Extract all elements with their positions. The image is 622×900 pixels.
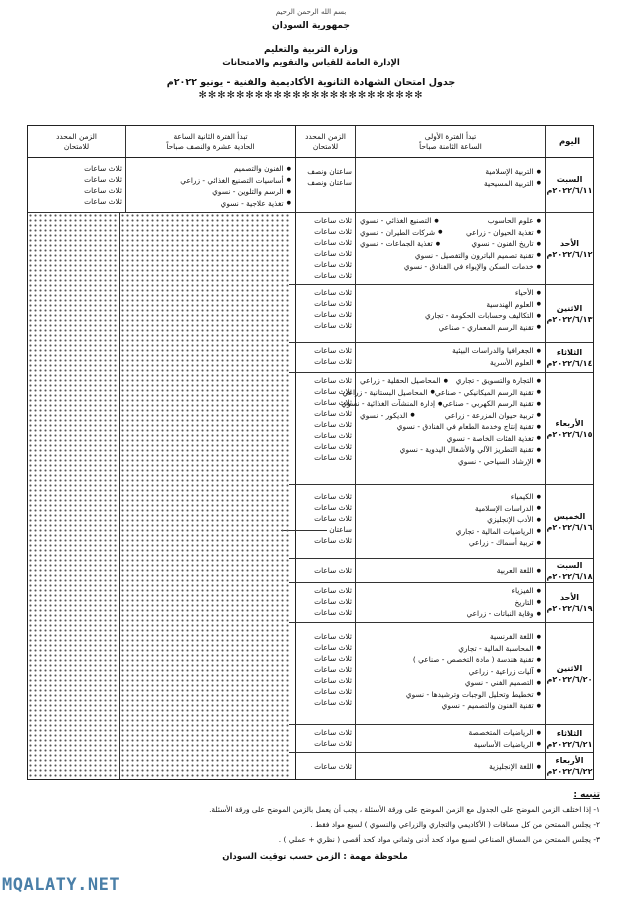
day-name: الاثنين xyxy=(556,303,583,313)
table-row xyxy=(289,485,593,559)
day-date: ٢٠٢٢/٦/٢٠م xyxy=(546,674,593,684)
duration: ثلاث ساعات xyxy=(84,164,122,173)
duration: ساعتان ونصف xyxy=(307,178,352,187)
subject: ● التربية المسيحية xyxy=(360,178,541,190)
rows-main xyxy=(289,213,593,779)
table-row xyxy=(289,583,593,623)
dotted-fill xyxy=(119,213,289,779)
note-item: ٣- يجلس الممتحن من المساق الصناعي لسبع مواد كحد أدنى وثماني مواد كحد أقصى ( نظري + عملي ) . xyxy=(278,835,600,844)
notes-section xyxy=(30,788,600,865)
day-cell xyxy=(545,373,593,484)
time-1-cell: ثلاث ساعات xyxy=(295,559,355,582)
day-name: الأربعاء xyxy=(555,756,584,765)
day-name: الاثنين xyxy=(556,663,583,673)
day-name: الثلاثاء xyxy=(556,347,583,357)
subject: ● الرسم والتلوين - نسوي xyxy=(130,186,291,198)
day-cell xyxy=(545,485,593,558)
dotted-fill xyxy=(28,213,119,779)
day-cell xyxy=(545,158,593,212)
session-1-cell: ● الرياضيات المتخصصة ● الرياضيات الأساسية xyxy=(355,725,545,752)
subject-pair: ● تاريخ الفنون - نسوي ● تغذية الجماعات - نسوي xyxy=(360,238,541,250)
ministry-name: وزارة التربية والتعليم xyxy=(263,45,359,55)
day-name: الأربعاء xyxy=(555,418,584,428)
day-cell xyxy=(545,753,593,779)
day-name: الأحد xyxy=(559,238,580,248)
session-1-cell xyxy=(355,213,545,284)
subject: ● تغذية علاجية - نسوي xyxy=(130,198,291,210)
time-1-cell: ثلاث ساعات ثلاث ساعات ثلاث ساعات ثلاث ساعات ثلاث ساعات ثلاث ساعات ثلاث ساعات xyxy=(295,623,355,724)
directorate-name: الإدارة العامة للقياس والتقويم والامتحانات xyxy=(222,58,400,68)
day-cell xyxy=(545,725,593,752)
duration: ثلاث ساعات xyxy=(84,197,122,206)
duration: ثلاث ساعات xyxy=(84,186,122,195)
day-cell xyxy=(545,343,593,372)
day-cell xyxy=(545,623,593,724)
subject: ● خدمات السكن والإيواء في الفنادق - نسوي xyxy=(360,261,541,273)
header-time-1: الزمن المحدد للامتحان xyxy=(295,126,355,157)
header-session-1: تبدأ الفترة الأولى الساعة الثامنة صباحاً xyxy=(355,126,545,157)
session-1-cell: ● اللغة الإنجليزية xyxy=(355,753,545,779)
time-1-cell: ثلاث ساعات ثلاث ساعات xyxy=(295,725,355,752)
subject-pair: ● تغذية الحيوان - زراعي ● شركات الطيران - نسوي xyxy=(360,227,541,239)
schedule-title: جدول امتحان الشهادة الثانوية الأكاديمية والفنية - يونيو ٢٠٢٢م xyxy=(166,77,456,88)
day-name: الثلاثاء xyxy=(556,728,583,738)
subject-pair: ● تقنية الرسم الكهربي - صناعي ● إدارة المنشآت الغذائية - نسوي xyxy=(360,398,541,410)
day-cell xyxy=(545,583,593,622)
table-row xyxy=(289,213,593,285)
table-row xyxy=(289,753,593,779)
day-date: ٢٠٢٢/٦/١٨م xyxy=(546,571,593,581)
session-1-cell: ● الفيزياء ● التاريخ ● وقاية النباتات - زراعي xyxy=(355,583,545,622)
time-1-cell: ثلاث ساعات ثلاث ساعات ثلاث ساعات ساعتان ثلاث ساعات xyxy=(295,485,355,558)
rows-group xyxy=(28,213,593,779)
document-header xyxy=(0,6,622,102)
day-date: ٢٠٢٢/٦/٢١م xyxy=(546,739,593,749)
table-row xyxy=(289,725,593,753)
day-cell xyxy=(545,285,593,342)
notes-title: تنبيه : xyxy=(573,790,600,800)
day-name: الأحد xyxy=(559,592,580,602)
table-row xyxy=(289,559,593,583)
time-1-cell: ثلاث ساعات ثلاث ساعات xyxy=(295,343,355,372)
time-1-cell: ثلاث ساعات xyxy=(295,753,355,779)
subject: ● تقنية تصميم الباترون والتفصيل - نسوي xyxy=(360,250,541,262)
time-1-cell: ثلاث ساعات ثلاث ساعات ثلاث ساعات xyxy=(295,583,355,622)
subject: ● الفنون والتصميم xyxy=(130,163,291,175)
duration: ساعتان ونصف xyxy=(307,167,352,176)
day-date: ٢٠٢٢/٦/١٤م xyxy=(546,358,593,368)
duration: ثلاث ساعات xyxy=(84,175,122,184)
header-time-2: الزمن المحدد للامتحان xyxy=(56,131,97,151)
table-row xyxy=(289,373,593,485)
session-1-cell: ● اللغة الفرنسية ● المحاسبة المالية - تجاري ● تقنية هندسة ( مادة التخصص - صناعي ) ● آليات زراعية - زراعي ● التصميم الفني - نسوي ● تخطيط وتحليل الوجبات وترشيدها - نسوي ● تقنية الفنون والتصميم - نسوي xyxy=(355,623,545,724)
day-date: ٢٠٢٢/٦/١٢م xyxy=(546,249,593,259)
table-row xyxy=(289,623,593,725)
basmala: بسم الله الرحمن الرحيم xyxy=(275,8,347,16)
time-1-cell: ثلاث ساعات ثلاث ساعات ثلاث ساعات ثلاث ساعات ثلاث ساعات ثلاث ساعات xyxy=(295,213,355,284)
time-2-cell xyxy=(28,158,125,212)
session-1-cell: ● الكيمياء ● الدراسات الإسلامية ● الأدب الإنجليزي ● الرياضيات المالية - تجاري ● تربية أسماك - زراعي xyxy=(355,485,545,558)
session-1-cell: ● اللغة العربية xyxy=(355,559,545,582)
table-row xyxy=(289,343,593,373)
exam-timetable xyxy=(27,125,594,780)
subject: ● التربية الإسلامية xyxy=(360,166,541,178)
subject-pair: ● التجارة والتسويق - تجاري ● المحاصيل الحقلية - زراعي xyxy=(360,375,541,387)
day-date: ٢٠٢٢/٦/١٩م xyxy=(546,603,593,613)
header-day: اليوم xyxy=(545,126,593,157)
header-session-2: تبدأ الفترة الثانية الساعة الحادية عشرة والنصف صباحاً xyxy=(125,126,295,157)
note-item: ١- إذا اختلف الزمن الموضح على الجدول مع الزمن الموضح على ورقة الأسئلة ، يجب أن يعمل بالزمن الموضح على ورقة الأسئلة. xyxy=(209,805,600,814)
session-2-cell xyxy=(125,158,295,212)
day-name: السبت xyxy=(556,560,583,570)
subject-pair: ● تربية حيوان المزرعة - زراعي ● الديكور - نسوي xyxy=(360,410,541,422)
subject-pair: ● علوم الحاسوب ● التصنيع الغذائي - نسوي xyxy=(360,215,541,227)
empty-session-2-area xyxy=(28,213,289,779)
table-body xyxy=(28,158,593,779)
table-row xyxy=(28,158,593,213)
session-1-cell xyxy=(355,158,545,212)
day-name: الخميس xyxy=(553,511,586,521)
site-watermark: MQALATY.NET xyxy=(2,875,121,895)
time-1-cell: ثلاث ساعات ثلاث ساعات ثلاث ساعات ثلاث ساعات ثلاث ساعات ثلاث ساعات ثلاث ساعات ثلاث ساعات xyxy=(295,373,355,484)
country-name: جمهورية السودان xyxy=(272,21,350,31)
session-1-cell: ● التجارة والتسويق - تجاري ● المحاصيل الحقلية - زراعي ● تقنية الرسم الميكانيكي - صناعي ● المحاصيل البستانية - زراعي ● تقنية الرسم الكهربي - صناعي ● إدارة المنشآت الغذائية - نسوي ● تربية حيوان المزرعة - زراعي ● الديكور - نسوي ● تقنية إنتاج وخدمة الطعام في الفنادق - نسوي ● تغذية الفئات الخاصة - نسوي ● تقنية التطريز الآلي والأشغال اليدوية - نسوي ● الإرشاد السياحي - نسوي xyxy=(355,373,545,484)
day-name: السبت xyxy=(556,175,583,184)
subject: ● أساسيات التصنيع الغذائي - زراعي xyxy=(130,175,291,187)
time-1-cell: ثلاث ساعات ثلاث ساعات ثلاث ساعات ثلاث ساعات xyxy=(295,285,355,342)
day-date: ٢٠٢٢/٦/١١م xyxy=(546,186,593,195)
day-cell xyxy=(545,213,593,284)
time-1-cell xyxy=(295,158,355,212)
table-header xyxy=(28,126,593,158)
day-cell xyxy=(545,559,593,582)
day-date: ٢٠٢٢/٦/١٥م xyxy=(546,429,593,439)
note-item: ٢- يجلس الممتحن من كل مساقات ( الأكاديمي والتجاري والزراعي والنسوي ) لسبع مواد فقط . xyxy=(310,820,600,829)
day-date: ٢٠٢٢/٦/١٦م xyxy=(546,522,593,532)
session-1-cell: ● الأحياء ● العلوم الهندسية ● التكاليف وحسابات الحكومة - تجاري ● تقنية الرسم المعماري - صناعي xyxy=(355,285,545,342)
important-note: ملحوظة مهمة : الزمن حسب توقيت السودان xyxy=(222,852,408,862)
star-divider: ✻✻✻✻✻✻✻✻✻✻✻✻✻✻✻✻✻✻✻✻✻✻✻✻ xyxy=(198,90,424,101)
session-1-cell: ● الجغرافيا والدراسات البيئية ● العلوم الأسرية xyxy=(355,343,545,372)
day-date: ٢٠٢٢/٦/١٣م xyxy=(546,314,593,324)
table-row xyxy=(289,285,593,343)
day-date: ٢٠٢٢/٦/٢٢م xyxy=(546,767,593,776)
subject-pair: ● تقنية الرسم الميكانيكي - صناعي ● المحاصيل البستانية - زراعي xyxy=(360,387,541,399)
